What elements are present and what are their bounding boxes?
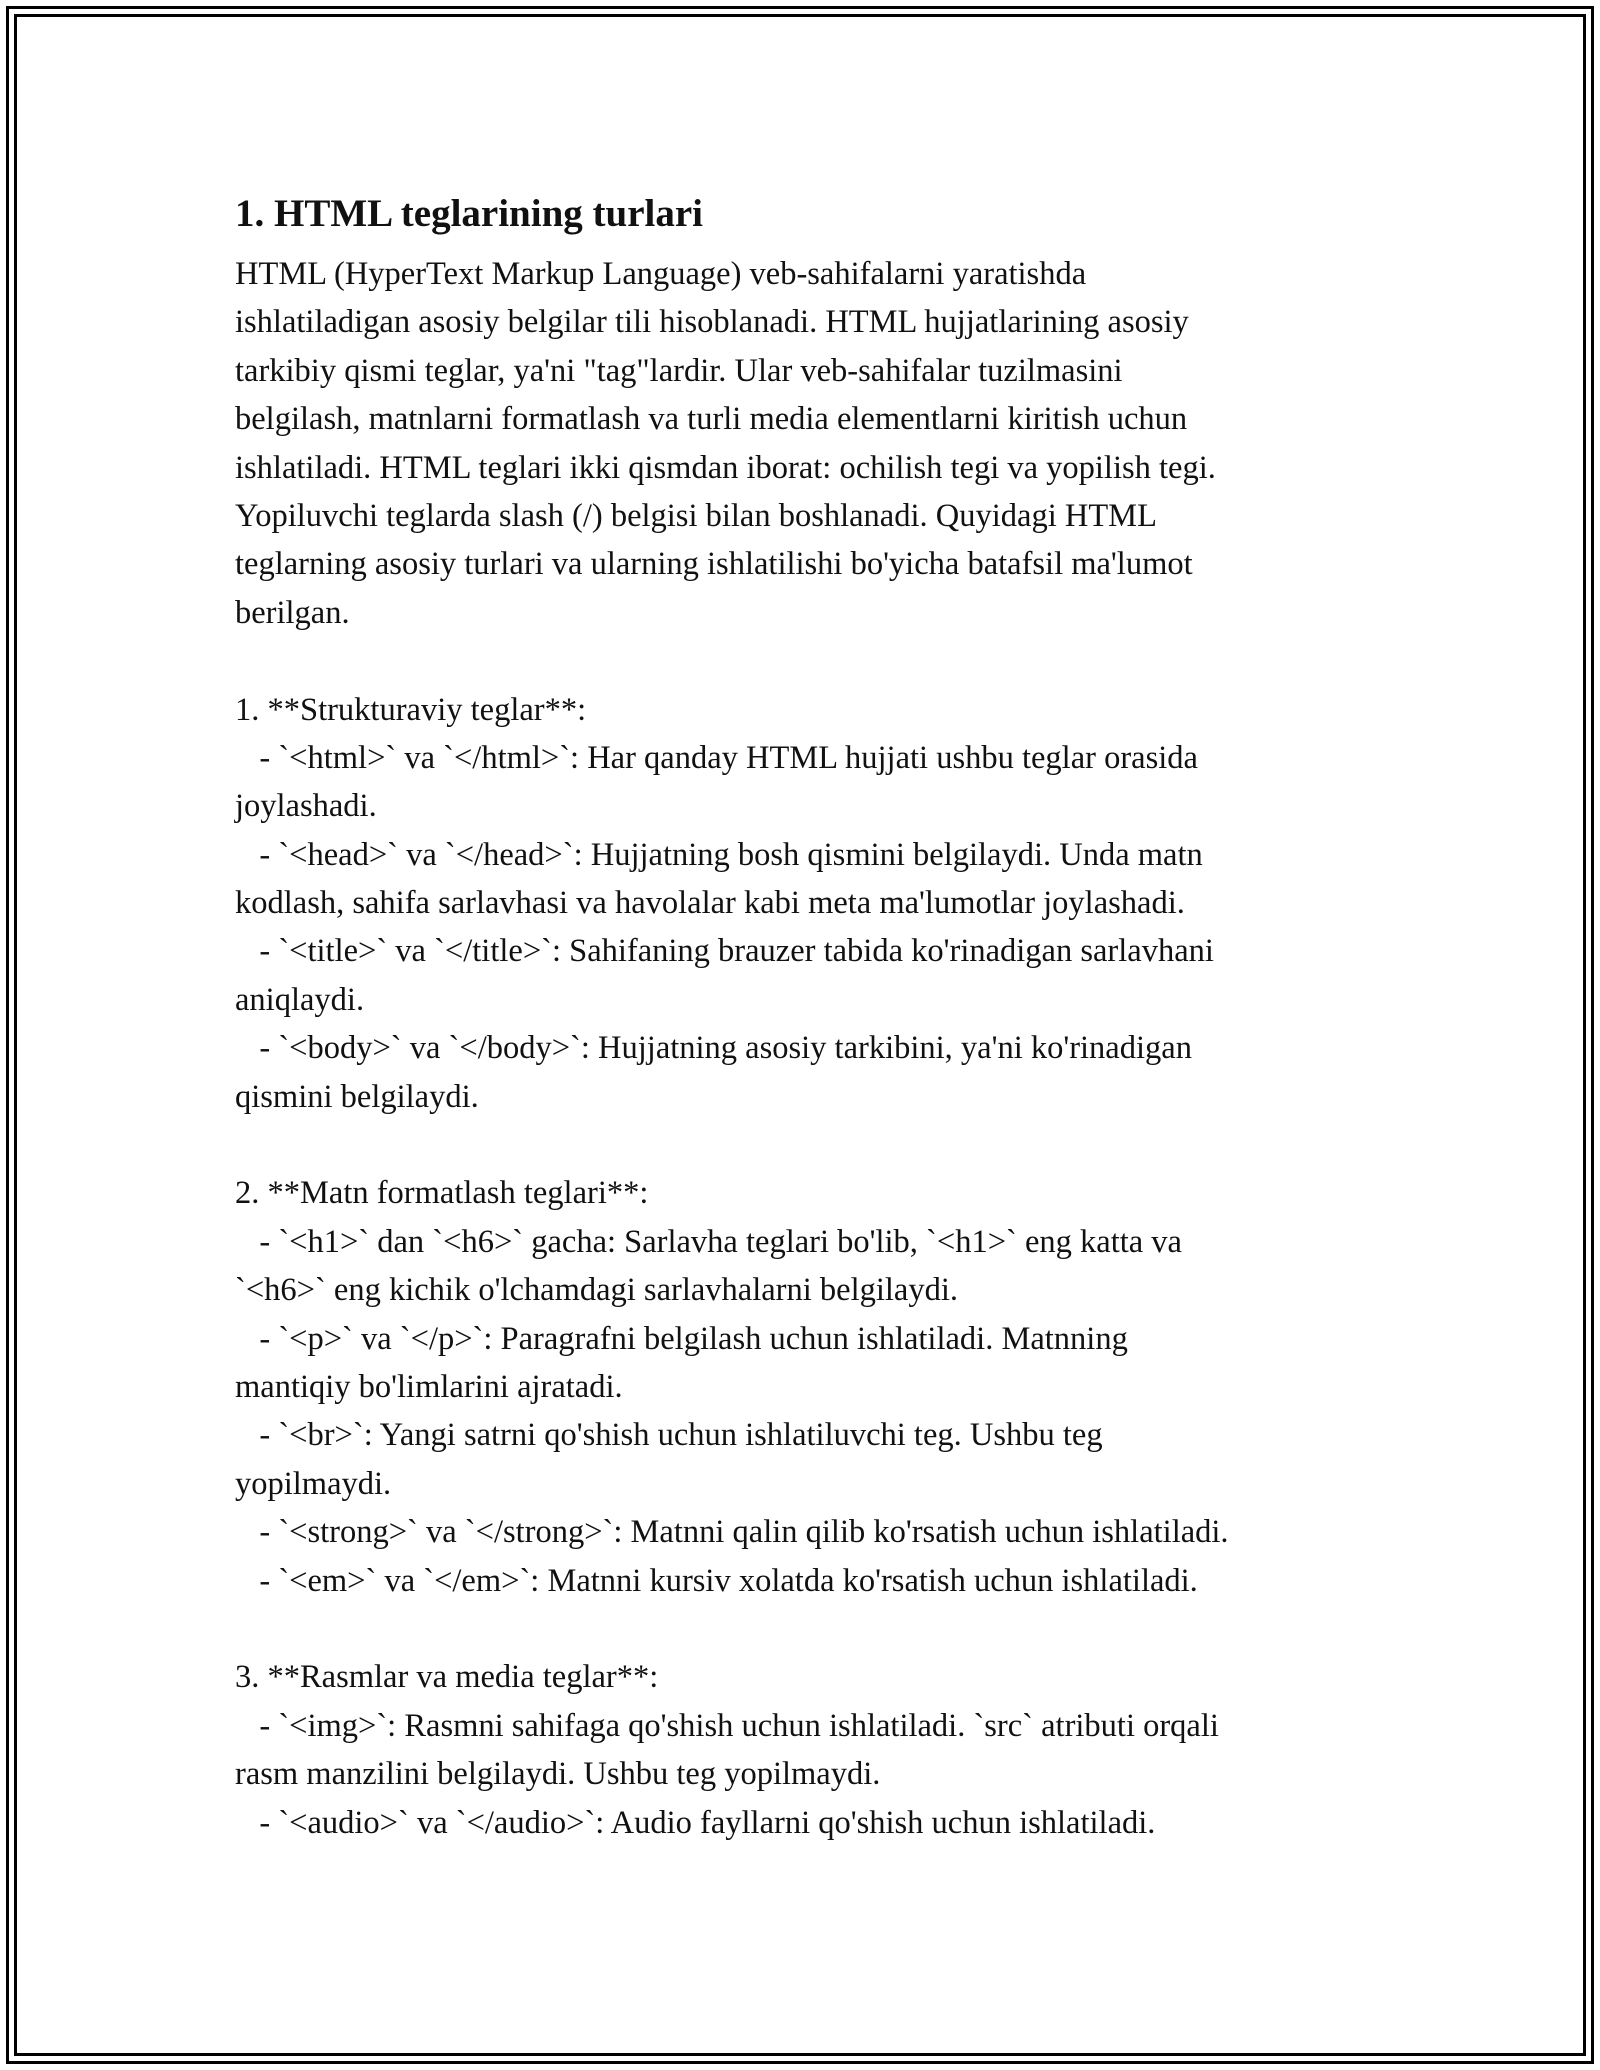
text-line: - `<title>` va `</title>`: Sahifaning brauzer tabida ko'rinadigan sarlavhani xyxy=(235,933,1214,970)
text-line: qismini belgilaydi. xyxy=(235,1078,479,1115)
text-line: - `<h1>` dan `<h6>` gacha: Sarlavha teglari bo'lib, `<h1>` eng katta va xyxy=(235,1223,1182,1260)
text-line: - `<p>` va `</p>`: Paragrafni belgilash uchun ishlatiladi. Matnning xyxy=(235,1320,1128,1357)
text-line: berilgan. xyxy=(235,594,350,631)
text-line: teglarning asosiy turlari va ularning ishlatilishi bo'yicha batafsil ma'lumot xyxy=(235,546,1193,583)
text-line: - `<em>` va `</em>`: Matnni kursiv xolatda ko'rsatish uchun ishlatiladi. xyxy=(235,1562,1198,1599)
text-line: 2. **Matn formatlash teglari**: xyxy=(235,1175,649,1212)
text-line: mantiqiy bo'limlarini ajratadi. xyxy=(235,1368,623,1405)
text-line: tarkibiy qismi teglar, ya'ni "tag"lardir. Ular veb-sahifalar tuzilmasini xyxy=(235,352,1123,389)
text-line: - `<body>` va `</body>`: Hujjatning asosiy tarkibini, ya'ni ko'rinadigan xyxy=(235,1030,1192,1067)
blank-line xyxy=(235,637,1375,685)
text-line: belgilash, matnlarni formatlash va turli media elementlarni kiritish uchun xyxy=(235,401,1188,438)
text-line: - `<html>` va `</html>`: Har qanday HTML hujjati ushbu teglar orasida xyxy=(235,739,1198,776)
document-title: 1. HTML teglarining turlari xyxy=(235,192,703,235)
text-line: aniqlaydi. xyxy=(235,981,365,1018)
text-line: HTML (HyperText Markup Language) veb-sahifalarni yaratishda xyxy=(235,256,1087,292)
document-page xyxy=(235,180,1375,1847)
text-line: ishlatiladi. HTML teglari ikki qismdan iborat: ochilish tegi va yopilish tegi. xyxy=(235,449,1216,486)
blank-line xyxy=(235,1121,1375,1169)
document-body xyxy=(235,250,1375,1847)
text-line: 3. **Rasmlar va media teglar**: xyxy=(235,1659,659,1696)
text-line: - `<head>` va `</head>`: Hujjatning bosh qismini belgilaydi. Unda matn xyxy=(235,836,1203,873)
text-line: - `<strong>` va `</strong>`: Matnni qalin qilib ko'rsatish uchun ishlatiladi. xyxy=(235,1514,1229,1551)
text-line: Yopiluvchi teglarda slash (/) belgisi bilan boshlanadi. Quyidagi HTML xyxy=(235,497,1157,534)
text-line: rasm manzilini belgilaydi. Ushbu teg yopilmaydi. xyxy=(235,1756,881,1793)
text-line: - `<audio>` va `</audio>`: Audio fayllarni qo'shish uchun ishlatiladi. xyxy=(235,1804,1156,1841)
text-line: `<h6>` eng kichik o'lchamdagi sarlavhalarni belgilaydi. xyxy=(235,1272,958,1309)
text-line: ishlatiladigan asosiy belgilar tili hisoblanadi. HTML hujjatlarining asosiy xyxy=(235,304,1189,341)
text-line: kodlash, sahifa sarlavhasi va havolalar kabi meta ma'lumotlar joylashadi. xyxy=(235,885,1185,922)
text-line: - `<img>`: Rasmni sahifaga qo'shish uchun ishlatiladi. `src` atributi orqali xyxy=(235,1707,1219,1744)
text-line: - `<br>`: Yangi satrni qo'shish uchun ishlatiluvchi teg. Ushbu teg xyxy=(235,1417,1103,1454)
blank-line xyxy=(235,1605,1375,1653)
text-line: yopilmaydi. xyxy=(235,1465,392,1502)
text-line: 1. **Strukturaviy teglar**: xyxy=(235,691,587,728)
text-line: joylashadi. xyxy=(235,788,377,825)
